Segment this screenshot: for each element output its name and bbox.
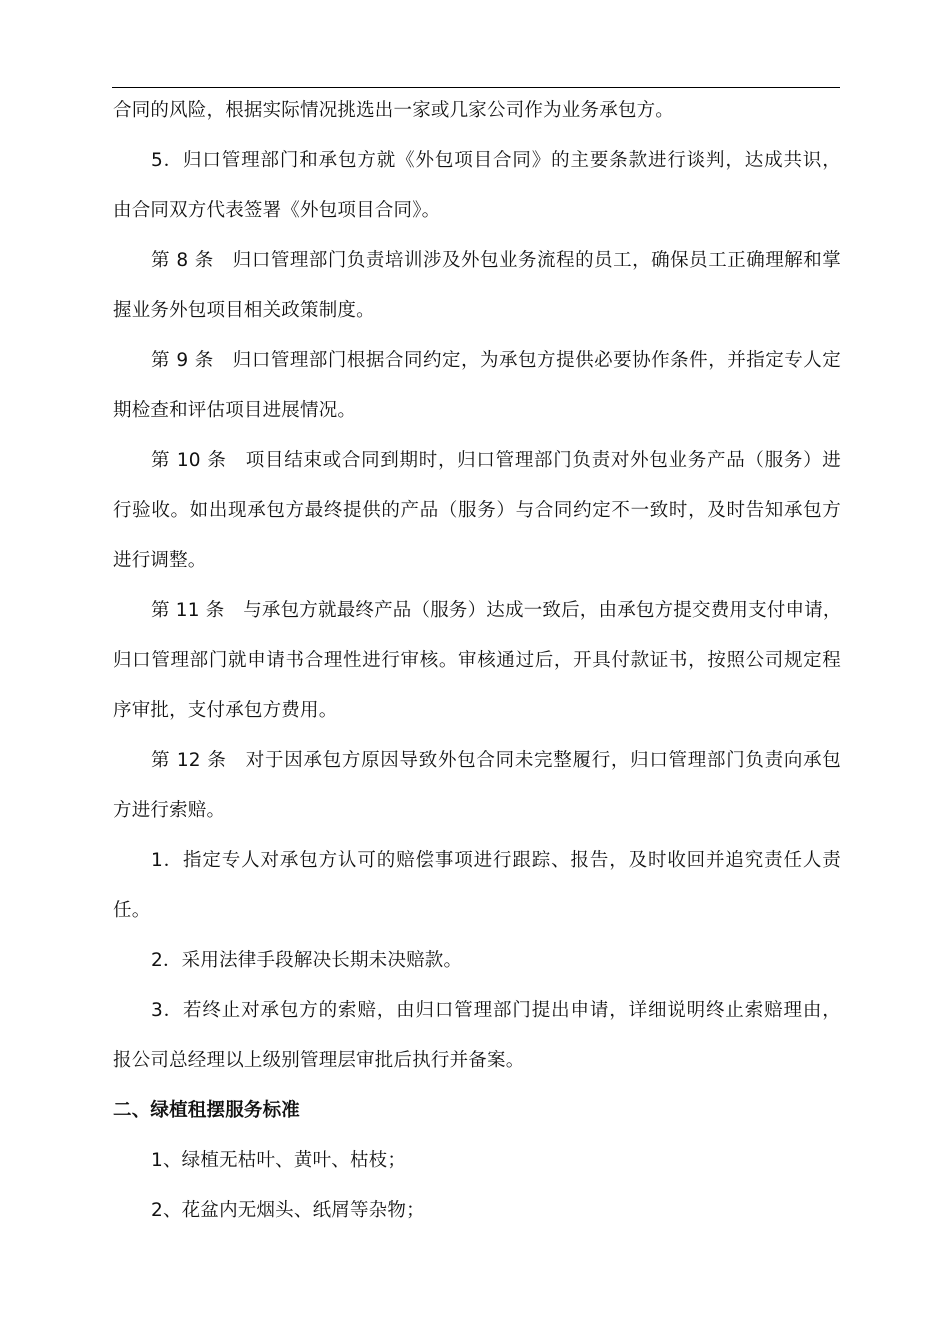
paragraph-line: 序审批，支付承包方费用。 — [113, 700, 338, 721]
paragraph-line: 报公司总经理以上级别管理层审批后执行并备案。 — [113, 1050, 525, 1071]
paragraph-line: 握业务外包项目相关政策制度。 — [113, 300, 375, 321]
article-8-line: 第 8 条 归口管理部门负责培训涉及外包业务流程的员工，确保员工正确理解和掌 — [151, 250, 841, 271]
paragraph-line: 由合同双方代表签署《外包项目合同》。 — [113, 200, 441, 221]
paragraph-line: 任。 — [113, 900, 151, 921]
paragraph-line: 期检查和评估项目进展情况。 — [113, 400, 357, 421]
header-rule — [112, 87, 840, 88]
article-11-line: 第 11 条 与承包方就最终产品（服务）达成一致后，由承包方提交费用支付申请， — [151, 600, 842, 621]
paragraph-line: 进行调整。 — [113, 550, 207, 571]
paragraph-line: 方进行索赔。 — [113, 800, 226, 821]
list-item-line: 3．若终止对承包方的索赔，由归口管理部门提出申请，详细说明终止索赔理由， — [151, 1000, 841, 1021]
article-12-line: 第 12 条 对于因承包方原因导致外包合同未完整履行，归口管理部门负责向承包 — [151, 750, 841, 771]
list-item-line: 2、花盆内无烟头、纸屑等杂物； — [151, 1200, 425, 1221]
article-10-line: 第 10 条 项目结束或合同到期时，归口管理部门负责对外包业务产品（服务）进 — [151, 450, 841, 471]
article-9-line: 第 9 条 归口管理部门根据合同约定，为承包方提供必要协作条件，并指定专人定 — [151, 350, 841, 371]
list-item-line: 1、绿植无枯叶、黄叶、枯枝； — [151, 1150, 407, 1171]
document-body — [113, 96, 841, 1246]
paragraph-line: 行验收。如出现承包方最终提供的产品（服务）与合同约定不一致时，及时告知承包方 — [113, 500, 841, 521]
paragraph-line: 归口管理部门就申请书合理性进行审核。审核通过后，开具付款证书，按照公司规定程 — [113, 650, 841, 671]
paragraph-line: 合同的风险，根据实际情况挑选出一家或几家公司作为业务承包方。 — [113, 100, 675, 121]
paragraph-line: 5．归口管理部门和承包方就《外包项目合同》的主要条款进行谈判，达成共识， — [151, 150, 841, 171]
list-item-line: 1．指定专人对承包方认可的赔偿事项进行跟踪、报告，及时收回并追究责任人责 — [151, 850, 841, 871]
list-item-line: 2．采用法律手段解决长期未决赔款。 — [151, 950, 463, 971]
section-heading: 二、绿植租摆服务标准 — [113, 1100, 301, 1121]
